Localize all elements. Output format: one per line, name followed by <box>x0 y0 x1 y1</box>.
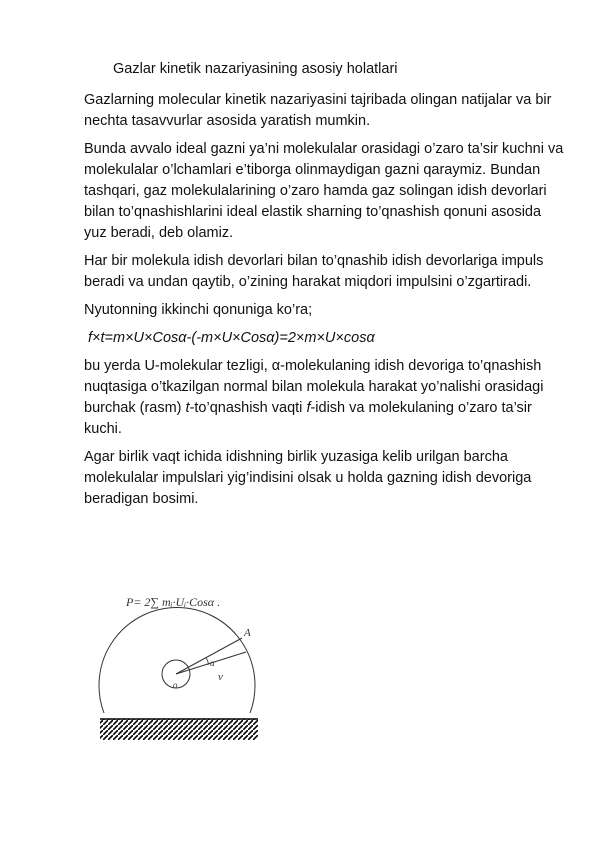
symbol-t: t <box>185 400 190 416</box>
paragraph-6: Agar birlik vaqt ichida idishning birlik yuzasiga kelib urilgan barcha molekulalar impulslari yig’indisini olsak u holda gazning idish devoriga beradigan bosimi. <box>84 449 532 507</box>
label-alpha: α <box>210 658 215 668</box>
formula-newton: f×t=m×U×Cosα-(-m×U×Cosα)=2×m×U×cosα <box>88 330 375 346</box>
label-a: A <box>244 627 251 639</box>
paragraph-5-part-b: -to’qnashish vaqti <box>189 400 307 416</box>
paragraph-5 <box>84 356 564 440</box>
paragraph-5-part-c: -idish va molekulaning o’zaro ta’sir kuchi. <box>84 400 532 437</box>
label-center: o <box>173 680 178 690</box>
collision-figure <box>98 590 278 740</box>
label-v: v <box>218 671 223 683</box>
paragraph-2: Bunda avvalo ideal gazni ya’ni molekulalar orasidagi o’zaro ta’sir kuchni va molekulalar o’lchamlari e’tiborga olinmaydigan gazni qaraymiz. Bundan tashqari, gaz molekulalarining o’zaro hamda gaz solingan idish devorlari bilan to’qnashishlarini ideal elastik sharning to’qnashish qonuni asosida yuz beradi, deb olamiz. <box>84 141 564 241</box>
symbol-f: f <box>306 400 311 416</box>
document-title: Gazlar kinetik nazariyasining asosiy holatlari <box>113 61 398 77</box>
document-body <box>84 90 564 517</box>
container-wall-hatch <box>100 719 258 740</box>
paragraph-3: Har bir molekula idish devorlari bilan to’qnashib idish devorlariga impuls beradi va undan qaytib, o’zining harakat miqdori impulsini o’zgartiradi. <box>84 253 544 290</box>
paragraph-5-part-a: bu yerda U-molekular tezligi, α-molekulaning idish devoriga to’qnashish nuqtasiga o’tkazilgan normal bilan molekula harakat yo’nalishi orasidagi burchak (rasm) <box>84 358 544 416</box>
figure-svg <box>98 590 278 740</box>
figure-equation: P= 2∑ mᵢ·Uᵢ·Cosα . <box>126 595 221 609</box>
paragraph-4: Nyutonning ikkinchi qonuniga ko’ra; <box>84 302 313 318</box>
paragraph-1: Gazlarning molecular kinetik nazariyasini tajribada olingan natijalar va bir nechta tasavvurlar asosida yaratish mumkin. <box>84 92 552 129</box>
